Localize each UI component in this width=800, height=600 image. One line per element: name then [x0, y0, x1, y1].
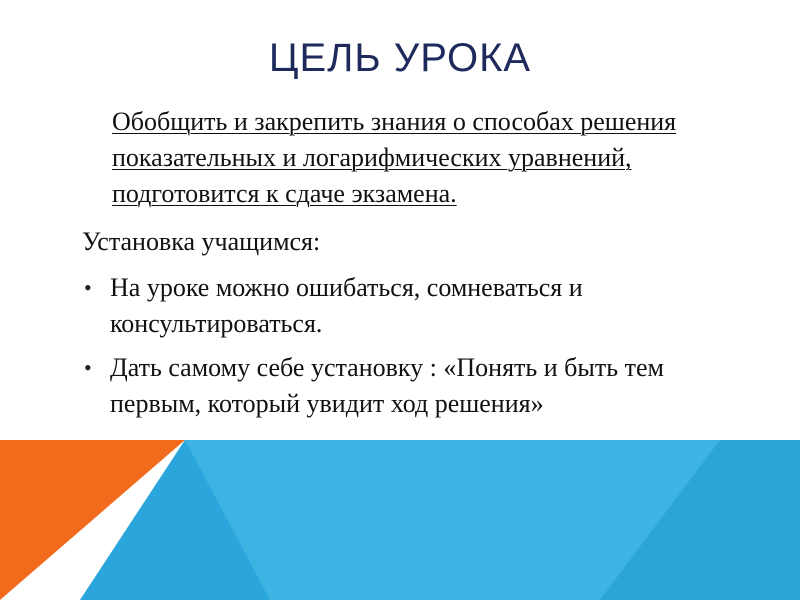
bullet-text: На уроке можно ошибаться, сомневаться и консультироваться.	[110, 273, 583, 338]
setup-heading: Установка учащимся:	[82, 227, 321, 256]
bullet-dot-icon: •	[84, 355, 92, 380]
bullet-dot-icon: •	[84, 275, 92, 300]
slide-title: ЦЕЛЬ УРОКА	[268, 36, 532, 80]
goal-text: Обобщить и закрепить знания о способах решения показательных и логарифмических уравнений, подготовится к сдаче экзамена.	[112, 107, 677, 208]
bullet-text: Дать самому себе установку : «Понять и быть тем первым, который увидит ход решения»	[110, 353, 664, 418]
bullet-list	[82, 270, 732, 430]
bullet-item	[82, 270, 732, 342]
bullet-item	[82, 350, 732, 422]
